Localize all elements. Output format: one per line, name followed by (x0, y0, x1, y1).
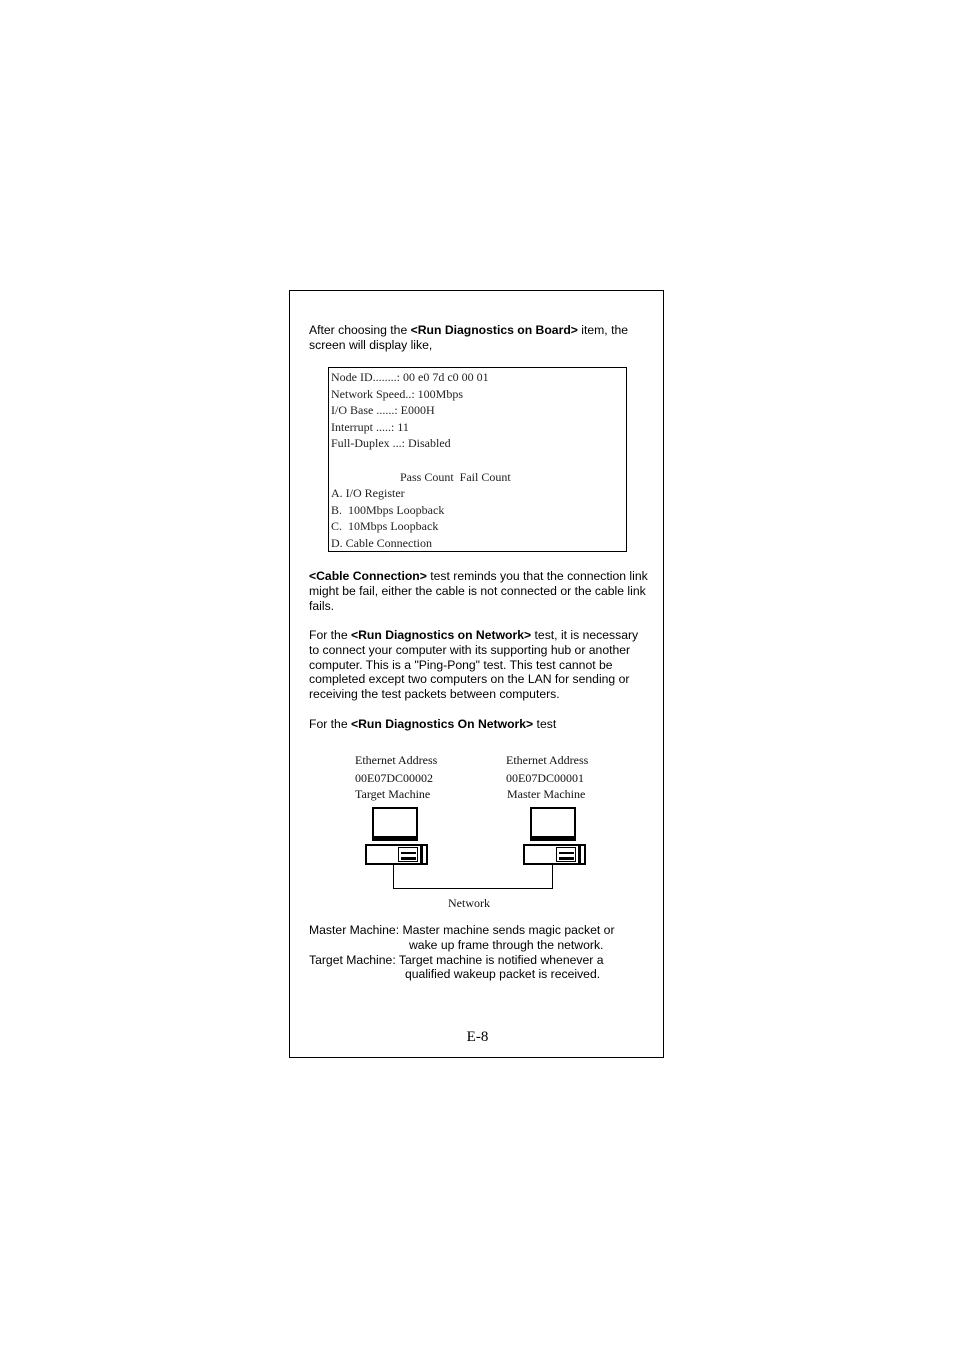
page-number: E-8 (466, 1029, 489, 1045)
caption-text: For the (309, 717, 351, 731)
screen-line (331, 452, 626, 469)
target-role: Target Machine (355, 787, 431, 801)
network-paragraph (309, 628, 649, 702)
target-description: Target machine is notified whenever a (398, 952, 604, 967)
drive-icon (398, 847, 418, 862)
diagnostic-screen (328, 367, 627, 552)
monitor-icon (530, 807, 576, 841)
network-caption (309, 717, 649, 732)
cable-connection-paragraph (309, 569, 649, 613)
master-address-label: Ethernet Address (506, 753, 589, 767)
monitor-icon (372, 807, 418, 841)
target-address: 00E07DC00002 (355, 771, 433, 785)
master-term: Master Machine: (309, 923, 400, 937)
target-term: Target Machine: (309, 952, 396, 967)
legend-master-cont: wake up frame through the network. (409, 937, 604, 952)
page-frame (289, 290, 664, 1058)
network-label: Network (448, 896, 490, 910)
screen-line: A. I/O Register (331, 486, 405, 501)
cable-text: test reminds you that the connection link might be fail, either the cable is not connected or the cable link fails. (309, 569, 648, 613)
intro-text-end: item, the screen will display like, (309, 323, 629, 352)
master-computer-icon (523, 807, 587, 867)
caption-text-end: test (533, 717, 557, 731)
legend-master (309, 923, 649, 938)
intro-paragraph (309, 323, 649, 353)
intro-text: After choosing the (309, 323, 411, 337)
network-bold: <Run Diagnostics on Network> (351, 628, 532, 642)
system-unit-icon (523, 844, 586, 865)
screen-line: Node ID........: 00 e0 7d c0 00 01 (331, 370, 489, 384)
screen-line: C. 10Mbps Loopback (331, 519, 439, 534)
target-cable (393, 865, 394, 888)
master-description: Master machine sends magic packet or (402, 923, 615, 937)
intro-bold: <Run Diagnostics on Board> (410, 323, 578, 337)
network-text: For the (309, 628, 351, 642)
system-unit-icon (365, 844, 428, 865)
screen-line: D. Cable Connection (331, 535, 432, 550)
screen-line: Pass Count Fail Count (331, 469, 511, 484)
target-address-label: Ethernet Address (355, 753, 438, 767)
machine-legend (309, 923, 649, 982)
master-address: 00E07DC00001 (506, 771, 584, 785)
caption-bold: <Run Diagnostics On Network> (351, 717, 534, 731)
drive-icon (556, 847, 576, 862)
master-role: Master Machine (507, 787, 586, 801)
screen-line: Interrupt .....: 11 (331, 419, 409, 434)
screen-line: B. 100Mbps Loopback (331, 502, 445, 517)
cable-bold: <Cable Connection> (309, 569, 427, 583)
target-computer-icon (365, 807, 429, 867)
legend-target (309, 953, 649, 968)
network-diagram (290, 746, 665, 916)
screen-line: I/O Base ......: E000H (331, 403, 435, 418)
screen-line: Full-Duplex ...: Disabled (331, 436, 451, 451)
network-line (393, 888, 553, 889)
legend-target-cont: qualified wakeup packet is received. (405, 967, 601, 982)
screen-line: Network Speed..: 100Mbps (331, 386, 463, 401)
network-text-end: test, it is necessary to connect your computer with its supporting hub or another computer. This is a "Ping-Pong" test. This test cannot be completed except two computers on the LAN for sending or receiving the test packets between computers. (309, 628, 639, 702)
master-cable (552, 865, 553, 888)
